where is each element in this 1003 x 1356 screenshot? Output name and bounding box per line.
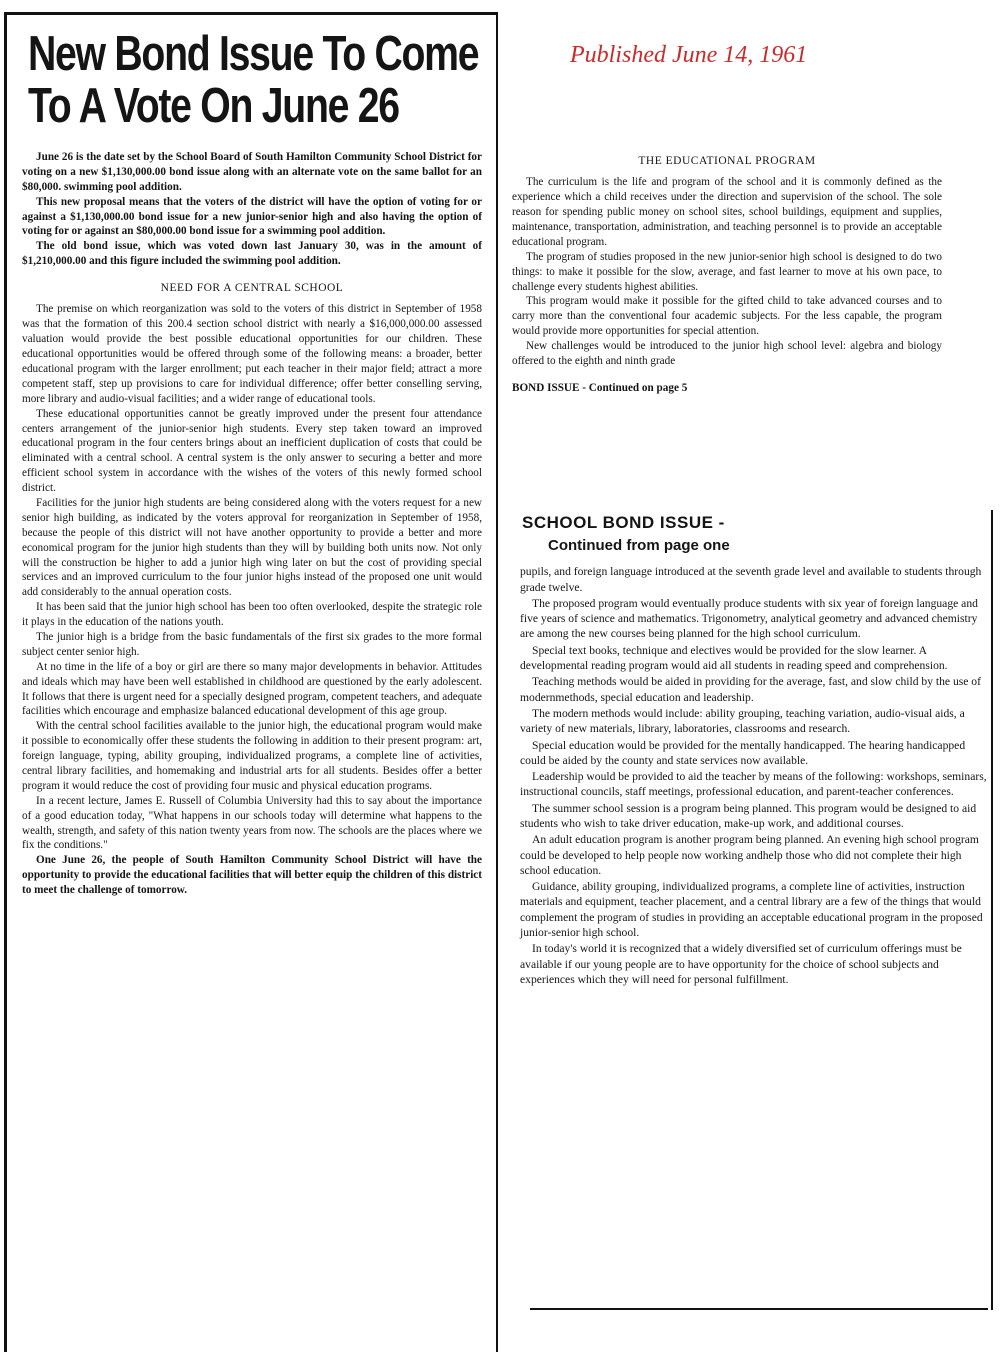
section-subhead: THE EDUCATIONAL PROGRAM [638, 155, 816, 167]
headline-line-2: To A Vote On June 26 [28, 79, 399, 133]
body-paragraph: Facilities for the junior high students are being considered along with the voters request for a new senior high building, as indicated by the voters approval for reorganization in September of 1958, because the people of this district will not have another opportunity to provide a better and more economical program for the junior high students than they will by building both units now. Not only will the construction be higher to add a junior high wing later on but the cost of providing special services and an improved curriculum to the four junior highs instead of the proposed one unit would add considerably to the annual operation costs. [22, 496, 482, 599]
body-paragraph: The program of studies proposed in the new junior-senior high school is designed to do two things: to make it possible for the slow, average, and fast learner to move at his own pace, to challenge every students highest abilities. [512, 250, 942, 293]
body-paragraph: This program would make it possible for the gifted child to take advanced courses and to carry more than the conventional four academic subjects. For the less capable, the program would provide more opportunities for special attention. [512, 295, 942, 338]
continued-title: SCHOOL BOND ISSUE - [522, 513, 725, 532]
body-paragraph: These educational opportunities cannot be greatly improved under the present four attendance centers arrangement of the junior-senior high students. Every step taken toward an improved educational program in the four centers brings about an inefficient duplication of costs that could be eliminated with a central school. A central system is the only answer to securing a better and more efficient school system in accordance with the wishes of the voters of this newly formed school district. [22, 407, 482, 495]
body-paragraph: Guidance, ability grouping, individualized programs, a complete line of activities, instruction materials and equipment, teacher placement, and a central library are a few of the things that would complement the program of studies in providing an acceptable educational program in the proposed junior-senior high school. [520, 880, 983, 940]
educational-program-column [512, 152, 942, 396]
body-paragraph: The summer school session is a program being planned. This program would be designed to aid students who wish to take driver education, make-up work, and additional courses. [520, 801, 977, 830]
published-date: Published June 14, 1961 [570, 42, 808, 68]
continued-on-note: BOND ISSUE - Continued on page 5 [512, 381, 688, 394]
body-paragraph: Special education would be provided for the mentally handicapped. The hearing handicapped could be aided by the county and state services now available. [520, 738, 966, 767]
body-paragraph: pupils, and foreign language introduced at the seventh grade level and available to students through grade twelve. [520, 565, 982, 594]
headline-line-1: New Bond Issue To Come [28, 27, 479, 81]
body-paragraph: The modern methods would include: ability grouping, teaching variation, audio-visual aids, a variety of new materials, library, laboratories, classrooms and research. [520, 706, 965, 736]
column-divider-rule [496, 12, 498, 1352]
continued-section [520, 512, 990, 988]
body-paragraph: The curriculum is the life and program of the school and it is commonly defined as the experience which a child receives under the direction and supervision of the school. The sole reason for spending public money on school sites, school buildings, equipment and supplies, maintenance, transportation, administration, and teaching personnel is to provide an acceptable educational program. [512, 176, 942, 248]
continued-subtitle: Continued from page one [548, 537, 730, 555]
body-paragraph: At no time in the life of a boy or girl are there so many major developments in behavior. Attitudes and ideals which may have been well established in childhood are questioned by the early adolescent. It follows that there is urgent need for a specially designed program, competent teachers, and adequate facilities which encourage and emphasize balanced educational development of this age group. [22, 660, 482, 718]
body-paragraph: In a recent lecture, James E. Russell of Columbia University had this to say about the importance of a good education today, "What happens in our schools today will determine what happens to the wealth, strength, and safety of this nation twenty years from now. The schools are the places where we fix the conditions." [22, 794, 482, 852]
left-border-rule [4, 12, 7, 1352]
body-paragraph: It has been said that the junior high school has been too often overlooked, despite the strategic role it plays in the education of the nations youth. [22, 601, 482, 629]
left-article-column [22, 150, 482, 898]
bottom-end-rule [530, 1308, 988, 1310]
body-paragraph: With the central school facilities available to the junior high, the educational program would make it possible to economically offer these students the following in addition to their present program: art, foreign language, typing, ability grouping, individualized programs, a complete line of activities, central library facilities, and homemaking and industrial arts for all students. Besides offer a better program it would reduce the cost of providing four music and physical education programs. [22, 720, 482, 792]
body-paragraph: The junior high is a bridge from the basic fundamentals of the first six grades to the more formal subject center senior high. [22, 631, 482, 658]
body-paragraph: Special text books, technique and electives would be provided for the slow learner. A developmental reading program would aid all students in reading speed and comprehension. [520, 643, 948, 673]
intro-paragraph: The old bond issue, which was voted down last January 30, was in the amount of $1,210,000.00 and this figure included the swimming pool addition. [22, 240, 482, 268]
body-paragraph: Leadership would be provided to aid the teacher by means of the following: workshops, seminars, instructional councils, staff meetings, professional education, and parent-teacher conferences. [520, 770, 987, 799]
top-rule [4, 12, 497, 15]
section-subhead: NEED FOR A CENTRAL SCHOOL [160, 282, 344, 295]
intro-paragraph: This new proposal means that the voters of the district will have the option of voting for or against a $1,130,000.00 bond issue for a new junior-senior high and also having the option of voting for or against an $80,000.00 bond issue for a swimming pool addition. [22, 195, 482, 238]
headline [28, 27, 479, 133]
body-paragraph: The proposed program would eventually produce students with six year of foreign language and five years of science and mathematics. Trigonometry, analytical geometry and advanced chemistry are among the new courses being planned for the high school curriculum. [520, 596, 978, 641]
body-paragraph: Teaching methods would be aided in providing for the average, fast, and slow child by the use of modernmethods, special education and leadership. [520, 675, 981, 704]
intro-paragraph: June 26 is the date set by the School Board of South Hamilton Community School District for voting on a new $1,130,000.00 bond issue along with an alternate vote on the same ballot for an $80,000. swimming pool addition. [22, 151, 482, 193]
body-paragraph: In today's world it is recognized that a widely diversified set of curriculum offerings must be available if our young people are to have opportunity for the choice of school subjects and experiences which they will need for personal fulfillment. [520, 942, 962, 986]
continued-right-border-rule [991, 510, 993, 1310]
body-paragraph: The premise on which reorganization was sold to the voters of this district in September of 1958 was that the formation of this 200.4 section school district with nearly a $16,000,000.00 assessed valuation would provide the best possible educational opportunities for our children. These educational opportunities would be offered through some of the following means: a broader, better educational program with the larger enrollment; put each teacher in their major field; attract a more competent staff, step up provisions to care for individual difference; offer better conselling serving, more library and audio-visual facilities; and a wider range of educational tools. [22, 303, 482, 405]
body-paragraph: One June 26, the people of South Hamilton Community School District will have the opportunity to provide the educational facilities that will better equip the children of this district to meet the challenge of tomorrow. [22, 854, 482, 897]
body-paragraph: An adult education program is another program being planned. An evening high school program could be developed to help people now working andhelp those who did not complete their high school education. [520, 833, 979, 877]
body-paragraph: New challenges would be introduced to the junior high school level: algebra and biology offered to the eighth and ninth grade [512, 340, 942, 367]
